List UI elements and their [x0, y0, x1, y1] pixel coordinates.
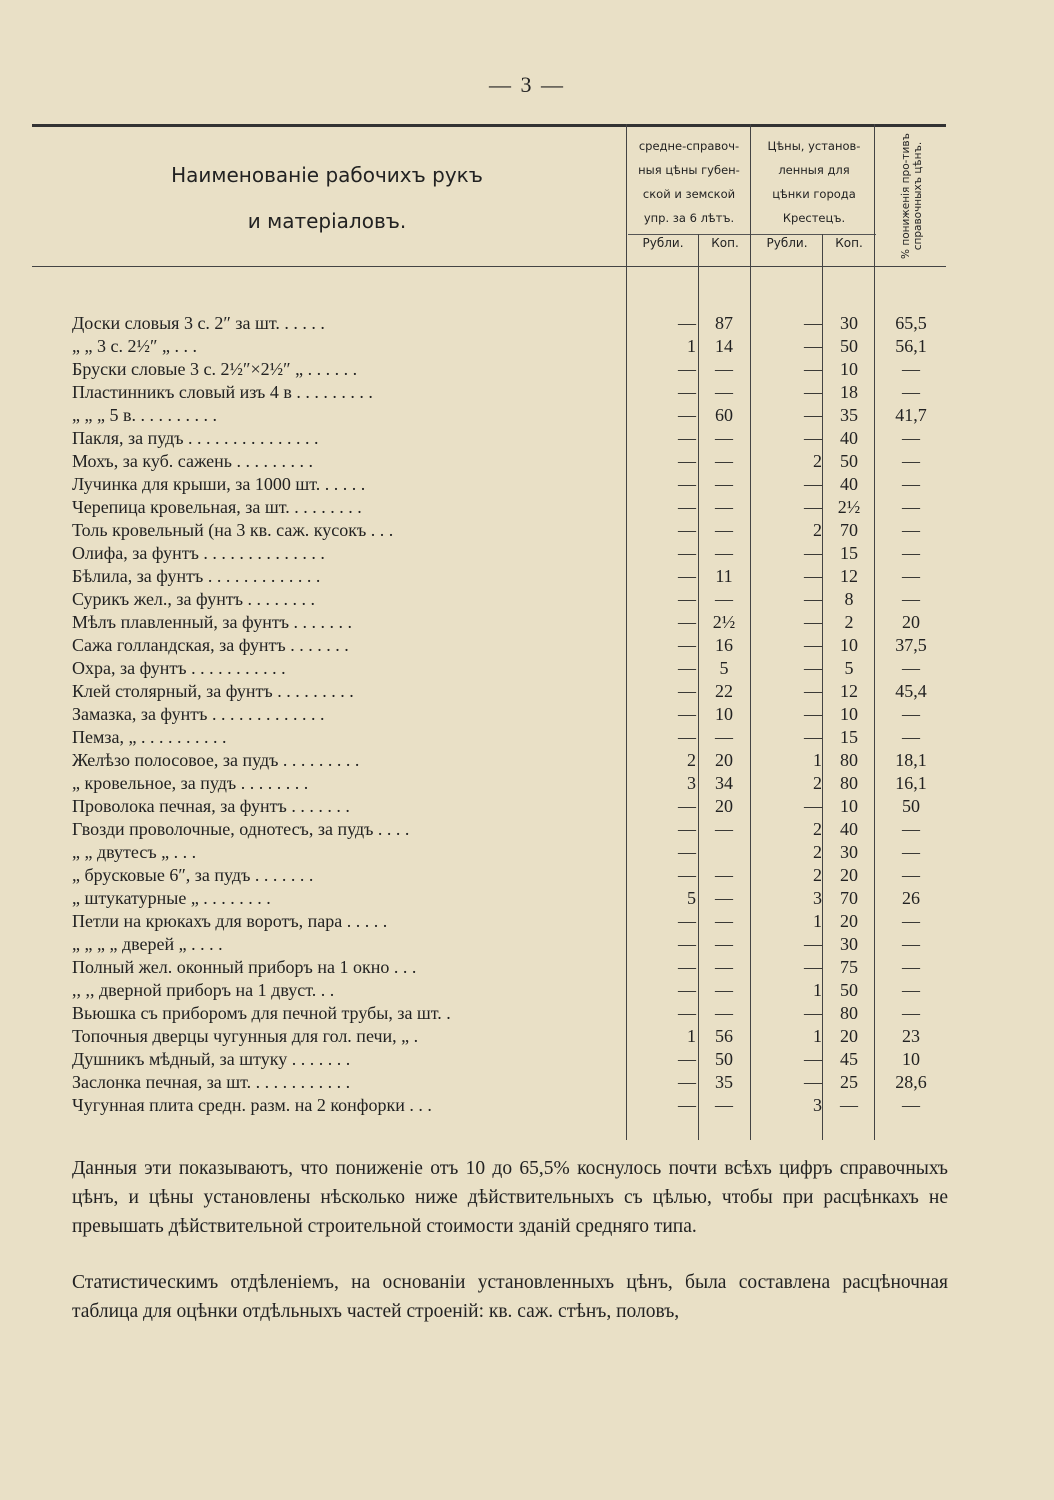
- reference-kopecks: —: [715, 474, 733, 494]
- established-rubles: —: [804, 566, 822, 586]
- reference-kopecks: —: [715, 451, 733, 471]
- reference-kopecks: 60: [715, 405, 733, 425]
- table-row: [32, 864, 946, 887]
- percent-reduction: —: [902, 980, 920, 1000]
- reference-rubles: —: [678, 865, 696, 885]
- header-sub-rule: [628, 234, 876, 235]
- item-name: Бруски словые 3 с. 2½″×2½″ „ . . . . . .: [72, 359, 358, 379]
- established-kopecks: 80: [840, 773, 858, 793]
- reference-kopecks: —: [715, 980, 733, 1000]
- table-row: [32, 910, 946, 933]
- item-name: Сурикъ жел., за фунтъ . . . . . . . .: [72, 589, 316, 609]
- item-name: Бѣлила, за фунтъ . . . . . . . . . . . . .: [72, 566, 321, 586]
- reference-rubles: 1: [687, 336, 696, 356]
- established-rubles: 1: [813, 1026, 822, 1046]
- header-col1-line: упр. за 6 лѣтъ.: [643, 211, 735, 225]
- reference-rubles: —: [678, 497, 696, 517]
- established-rubles: —: [804, 796, 822, 816]
- reference-rubles: 1: [687, 1026, 696, 1046]
- established-kopecks: 50: [840, 451, 858, 471]
- table-row: [32, 680, 946, 703]
- table-row: [32, 542, 946, 565]
- established-rubles: —: [804, 658, 822, 678]
- established-kopecks: 2½: [837, 497, 861, 517]
- table-row: [32, 657, 946, 680]
- reference-rubles: —: [678, 1049, 696, 1069]
- established-rubles: —: [804, 1049, 822, 1069]
- item-name: Охра, за фунтъ . . . . . . . . . . .: [72, 658, 286, 678]
- item-name: Черепица кровельная, за шт. . . . . . . . .: [72, 497, 362, 517]
- established-rubles: —: [804, 382, 822, 402]
- percent-reduction: —: [902, 727, 920, 747]
- table-row: [32, 1071, 946, 1094]
- established-rubles: —: [804, 313, 822, 333]
- percent-reduction: —: [902, 911, 920, 931]
- established-rubles: 3: [813, 888, 822, 908]
- table-row: [32, 358, 946, 381]
- table-row: [32, 956, 946, 979]
- established-kopecks: 20: [840, 911, 858, 931]
- table-row: [32, 726, 946, 749]
- reference-rubles: —: [678, 796, 696, 816]
- established-kopecks: —: [840, 1095, 858, 1115]
- item-name: „ брусковые 6″, за пудъ . . . . . . .: [72, 865, 314, 885]
- reference-kopecks: —: [715, 934, 733, 954]
- established-kopecks: 20: [840, 865, 858, 885]
- item-name: Топочныя дверцы чугунныя для гол. печи, „ .: [72, 1026, 419, 1046]
- established-kopecks: 15: [840, 543, 858, 563]
- table-row: [32, 1094, 946, 1117]
- reference-rubles: —: [678, 359, 696, 379]
- item-name: Заслонка печная, за шт. . . . . . . . . . . .: [72, 1072, 351, 1092]
- percent-reduction: —: [902, 382, 920, 402]
- reference-rubles: 5: [687, 888, 696, 908]
- table-row: [32, 519, 946, 542]
- reference-rubles: —: [678, 1003, 696, 1023]
- established-kopecks: 45: [840, 1049, 858, 1069]
- item-name: Душникъ мѣдный, за штуку . . . . . . .: [72, 1049, 351, 1069]
- header-col1-line: средне-справоч-: [638, 139, 740, 153]
- item-name: Петли на крюкахъ для воротъ, пара . . . . .: [72, 911, 388, 931]
- table-row: [32, 1048, 946, 1071]
- established-kopecks: 10: [840, 635, 858, 655]
- item-name: Замазка, за фунтъ . . . . . . . . . . . . .: [72, 704, 325, 724]
- established-rubles: 1: [813, 911, 822, 931]
- established-kopecks: 50: [840, 980, 858, 1000]
- percent-reduction: 20: [902, 612, 920, 632]
- header-col2-line: Цѣны, установ-: [767, 139, 861, 153]
- reference-kopecks: —: [715, 497, 733, 517]
- reference-kopecks: —: [715, 888, 733, 908]
- reference-rubles: —: [678, 313, 696, 333]
- established-rubles: 3: [813, 1095, 822, 1115]
- table-row: [32, 795, 946, 818]
- reference-rubles: —: [678, 911, 696, 931]
- established-rubles: —: [804, 934, 822, 954]
- percent-reduction: 18,1: [895, 750, 927, 770]
- reference-rubles: —: [678, 474, 696, 494]
- table-row: [32, 565, 946, 588]
- reference-kopecks: —: [715, 911, 733, 931]
- header-reference-prices: [628, 134, 750, 230]
- established-kopecks: 25: [840, 1072, 858, 1092]
- reference-kopecks: 87: [715, 313, 733, 333]
- established-rubles: 2: [813, 865, 822, 885]
- established-rubles: —: [804, 474, 822, 494]
- established-kopecks: 18: [840, 382, 858, 402]
- reference-kopecks: —: [715, 727, 733, 747]
- percent-reduction: —: [902, 819, 920, 839]
- item-name: Доски словыя 3 с. 2″ за шт. . . . . .: [72, 313, 325, 333]
- table-row: [32, 1002, 946, 1025]
- percent-reduction: —: [902, 543, 920, 563]
- reference-kopecks: —: [715, 1095, 733, 1115]
- table-row: [32, 473, 946, 496]
- percent-reduction: —: [902, 428, 920, 448]
- established-rubles: —: [804, 1003, 822, 1023]
- percent-reduction: —: [902, 658, 920, 678]
- reference-kopecks: —: [715, 589, 733, 609]
- established-rubles: —: [804, 704, 822, 724]
- table-top-rule: [32, 124, 946, 127]
- percent-reduction: 37,5: [895, 635, 927, 655]
- established-kopecks: 30: [840, 934, 858, 954]
- established-kopecks: 20: [840, 1026, 858, 1046]
- established-kopecks: 70: [840, 520, 858, 540]
- established-kopecks: 5: [844, 658, 854, 678]
- reference-rubles: —: [678, 520, 696, 540]
- table-row: [32, 818, 946, 841]
- header-col2-line: Крестецъ.: [782, 211, 846, 225]
- item-name: Клей столярный, за фунтъ . . . . . . . . .: [72, 681, 354, 701]
- header-percent-reduction: [878, 132, 944, 260]
- item-name: Гвозди проволочные, однотесъ, за пудъ . . . .: [72, 819, 410, 839]
- header-col2-line: цѣнки города: [772, 187, 856, 201]
- established-rubles: —: [804, 359, 822, 379]
- percent-reduction: —: [902, 520, 920, 540]
- reference-kopecks: —: [715, 1003, 733, 1023]
- item-name: Сажа голландская, за фунтъ . . . . . . .: [72, 635, 349, 655]
- reference-kopecks: 20: [715, 750, 733, 770]
- established-kopecks: 40: [840, 428, 858, 448]
- header-bottom-rule: [32, 266, 946, 267]
- established-rubles: —: [804, 589, 822, 609]
- table-row: [32, 427, 946, 450]
- item-name: Полный жел. оконный приборъ на 1 окно . . .: [72, 957, 417, 977]
- established-rubles: —: [804, 727, 822, 747]
- item-name: Пемза, „ . . . . . . . . . .: [72, 727, 227, 747]
- established-kopecks: 2: [844, 612, 854, 632]
- table-row: [32, 335, 946, 358]
- established-kopecks: 50: [840, 336, 858, 356]
- established-kopecks: 15: [840, 727, 858, 747]
- established-kopecks: 8: [844, 589, 854, 609]
- established-rubles: 2: [813, 842, 822, 862]
- reference-kopecks: 22: [715, 681, 733, 701]
- reference-rubles: —: [678, 635, 696, 655]
- percent-reduction: —: [902, 842, 920, 862]
- percent-reduction: —: [902, 704, 920, 724]
- percent-reduction: 50: [902, 796, 920, 816]
- table-row: [32, 933, 946, 956]
- reference-kopecks: —: [715, 520, 733, 540]
- item-name: Проволока печная, за фунтъ . . . . . . .: [72, 796, 350, 816]
- item-name: „ кровельное, за пудъ . . . . . . . .: [72, 773, 309, 793]
- table-row: [32, 312, 946, 335]
- paragraph-statistics: Статистическимъ отдѣленіемъ, на основаніи установленныхъ цѣнъ, была составлена расцѣночная таблица для оцѣнки отдѣльныхъ частей строеній: кв. саж. стѣнъ, половъ,: [72, 1272, 948, 1322]
- reference-rubles: —: [678, 934, 696, 954]
- established-kopecks: 10: [840, 796, 858, 816]
- established-rubles: —: [804, 336, 822, 356]
- percent-reduction: 41,7: [895, 405, 927, 425]
- table-row: [32, 749, 946, 772]
- established-kopecks: 30: [840, 313, 858, 333]
- reference-rubles: —: [678, 543, 696, 563]
- table-row: [32, 611, 946, 634]
- reference-rubles: —: [678, 727, 696, 747]
- item-name: Толь кровельный (на 3 кв. саж. кусокъ . . .: [72, 520, 394, 540]
- percent-reduction: 26: [902, 888, 920, 908]
- item-name: Олифа, за фунтъ . . . . . . . . . . . . . .: [72, 543, 325, 563]
- reference-kopecks: 35: [715, 1072, 733, 1092]
- percent-reduction: —: [902, 497, 920, 517]
- percent-reduction: —: [902, 359, 920, 379]
- established-rubles: —: [804, 635, 822, 655]
- item-name: Пакля, за пудъ . . . . . . . . . . . . . . .: [72, 428, 319, 448]
- item-name: „ „ „ „ дверей „ . . . .: [72, 934, 223, 954]
- reference-kopecks: 5: [719, 658, 729, 678]
- established-kopecks: 30: [840, 842, 858, 862]
- table-row: [32, 634, 946, 657]
- paragraph-conclusion: Данныя эти показываютъ, что пониженіе отъ 10 до 65,5% коснулось почти всѣхъ цифръ справочныхъ цѣнъ, и цѣны установлены нѣсколько ниже дѣйствительныхъ съ цѣлью, чтобы при расцѣнкахъ не превышать дѣйствительной строительной стоимости зданій средняго типа.: [72, 1158, 948, 1237]
- percent-reduction: 16,1: [895, 773, 927, 793]
- table-row: [32, 404, 946, 427]
- table-row: [32, 979, 946, 1002]
- header-col3-text: % пониженія про-тивъ справочныхъ цѣнъ.: [900, 133, 924, 259]
- header-col1-line: ныя цѣны губен-: [638, 163, 740, 177]
- percent-reduction: 45,4: [895, 681, 927, 701]
- established-kopecks: 10: [840, 704, 858, 724]
- reference-rubles: —: [678, 589, 696, 609]
- header-rubles-2: Рубли.: [766, 236, 808, 250]
- reference-kopecks: —: [715, 819, 733, 839]
- percent-reduction: —: [902, 566, 920, 586]
- reference-kopecks: 16: [715, 635, 733, 655]
- reference-kopecks: 50: [715, 1049, 733, 1069]
- table-header-title: [82, 152, 572, 244]
- established-rubles: 2: [813, 773, 822, 793]
- table-row: [32, 841, 946, 864]
- established-rubles: —: [804, 681, 822, 701]
- percent-reduction: —: [902, 957, 920, 977]
- established-kopecks: 12: [840, 681, 858, 701]
- established-rubles: —: [804, 405, 822, 425]
- percent-reduction: —: [902, 1003, 920, 1023]
- table-row: [32, 588, 946, 611]
- header-rubles-1: Рубли.: [642, 236, 684, 250]
- item-name: Лучинка для крыши, за 1000 шт. . . . . .: [72, 474, 366, 494]
- percent-reduction: 65,5: [895, 313, 927, 333]
- price-table: [32, 124, 946, 1140]
- established-rubles: —: [804, 957, 822, 977]
- established-rubles: —: [804, 1072, 822, 1092]
- table-row: [32, 1025, 946, 1048]
- established-kopecks: 35: [840, 405, 858, 425]
- reference-kopecks: 56: [715, 1026, 733, 1046]
- item-name: ,, ,, дверной приборъ на 1 двуст. . .: [72, 980, 335, 1000]
- item-name: „ „ „ 5 в. . . . . . . . . .: [72, 405, 217, 425]
- item-name: Мѣлъ плавленный, за фунтъ . . . . . . .: [72, 612, 353, 632]
- percent-reduction: —: [902, 934, 920, 954]
- established-kopecks: 80: [840, 750, 858, 770]
- header-title-line2: и матеріаловъ.: [247, 209, 407, 233]
- table-row: [32, 496, 946, 519]
- percent-reduction: —: [902, 865, 920, 885]
- reference-rubles: —: [678, 1072, 696, 1092]
- established-rubles: 2: [813, 819, 822, 839]
- reference-rubles: —: [678, 980, 696, 1000]
- item-name: Чугунная плита средн. разм. на 2 конфорки . . .: [72, 1095, 432, 1115]
- established-rubles: —: [804, 497, 822, 517]
- established-kopecks: 40: [840, 819, 858, 839]
- established-rubles: —: [804, 543, 822, 563]
- reference-rubles: —: [678, 819, 696, 839]
- reference-rubles: —: [678, 405, 696, 425]
- reference-rubles: —: [678, 382, 696, 402]
- established-kopecks: 12: [840, 566, 858, 586]
- reference-rubles: —: [678, 451, 696, 471]
- percent-reduction: 23: [902, 1026, 920, 1046]
- header-col2-line: ленныя для: [778, 163, 850, 177]
- table-row: [32, 381, 946, 404]
- reference-rubles: —: [678, 957, 696, 977]
- header-col1-line: ской и земской: [642, 187, 736, 201]
- percent-reduction: 10: [902, 1049, 920, 1069]
- reference-kopecks: 20: [715, 796, 733, 816]
- page-number: — 3 —: [489, 72, 565, 97]
- percent-reduction: —: [902, 589, 920, 609]
- item-name: Желѣзо полосовое, за пудъ . . . . . . . . .: [72, 750, 360, 770]
- percent-reduction: —: [902, 451, 920, 471]
- reference-kopecks: 2½: [712, 612, 736, 632]
- header-kopecks-1: Коп.: [711, 236, 739, 250]
- established-kopecks: 75: [840, 957, 858, 977]
- table-row: [32, 772, 946, 795]
- table-row: [32, 887, 946, 910]
- reference-rubles: —: [678, 566, 696, 586]
- established-rubles: 1: [813, 750, 822, 770]
- percent-reduction: —: [902, 474, 920, 494]
- established-kopecks: 80: [840, 1003, 858, 1023]
- reference-rubles: —: [678, 658, 696, 678]
- reference-rubles: —: [678, 612, 696, 632]
- reference-kopecks: —: [715, 865, 733, 885]
- reference-rubles: 2: [687, 750, 696, 770]
- table-row: [32, 703, 946, 726]
- reference-kopecks: 10: [715, 704, 733, 724]
- reference-kopecks: 14: [715, 336, 733, 356]
- item-name: Пластинникъ словый изъ 4 в . . . . . . . . .: [72, 382, 373, 402]
- established-kopecks: 10: [840, 359, 858, 379]
- item-name: „ „ 3 с. 2½″ „ . . .: [72, 336, 197, 356]
- reference-rubles: —: [678, 428, 696, 448]
- percent-reduction: 28,6: [895, 1072, 927, 1092]
- header-established-prices: [752, 134, 876, 230]
- item-name: „ штукатурные „ . . . . . . . .: [72, 888, 271, 908]
- reference-rubles: —: [678, 842, 696, 862]
- reference-kopecks: —: [715, 382, 733, 402]
- item-name: Вьюшка съ приборомъ для печной трубы, за шт. .: [72, 1003, 451, 1023]
- reference-rubles: —: [678, 681, 696, 701]
- established-kopecks: 40: [840, 474, 858, 494]
- reference-kopecks: 34: [715, 773, 733, 793]
- table-row: [32, 450, 946, 473]
- established-rubles: —: [804, 428, 822, 448]
- reference-kopecks: —: [715, 359, 733, 379]
- reference-kopecks: —: [715, 957, 733, 977]
- reference-rubles: —: [678, 1095, 696, 1115]
- item-name: „ „ двутесъ „ . . .: [72, 842, 197, 862]
- established-kopecks: 70: [840, 888, 858, 908]
- reference-kopecks: —: [715, 428, 733, 448]
- reference-kopecks: 11: [715, 566, 733, 586]
- established-rubles: —: [804, 612, 822, 632]
- header-kopecks-2: Коп.: [835, 236, 863, 250]
- header-title-line1: Наименованіе рабочихъ рукъ: [171, 163, 483, 187]
- established-rubles: 2: [813, 451, 822, 471]
- percent-reduction: —: [902, 1095, 920, 1115]
- reference-rubles: 3: [687, 773, 696, 793]
- table-body: [32, 312, 946, 1117]
- percent-reduction: 56,1: [895, 336, 927, 356]
- reference-rubles: —: [678, 704, 696, 724]
- established-rubles: 2: [813, 520, 822, 540]
- established-rubles: 1: [813, 980, 822, 1000]
- reference-kopecks: —: [715, 543, 733, 563]
- item-name: Мохъ, за куб. сажень . . . . . . . . .: [72, 451, 313, 471]
